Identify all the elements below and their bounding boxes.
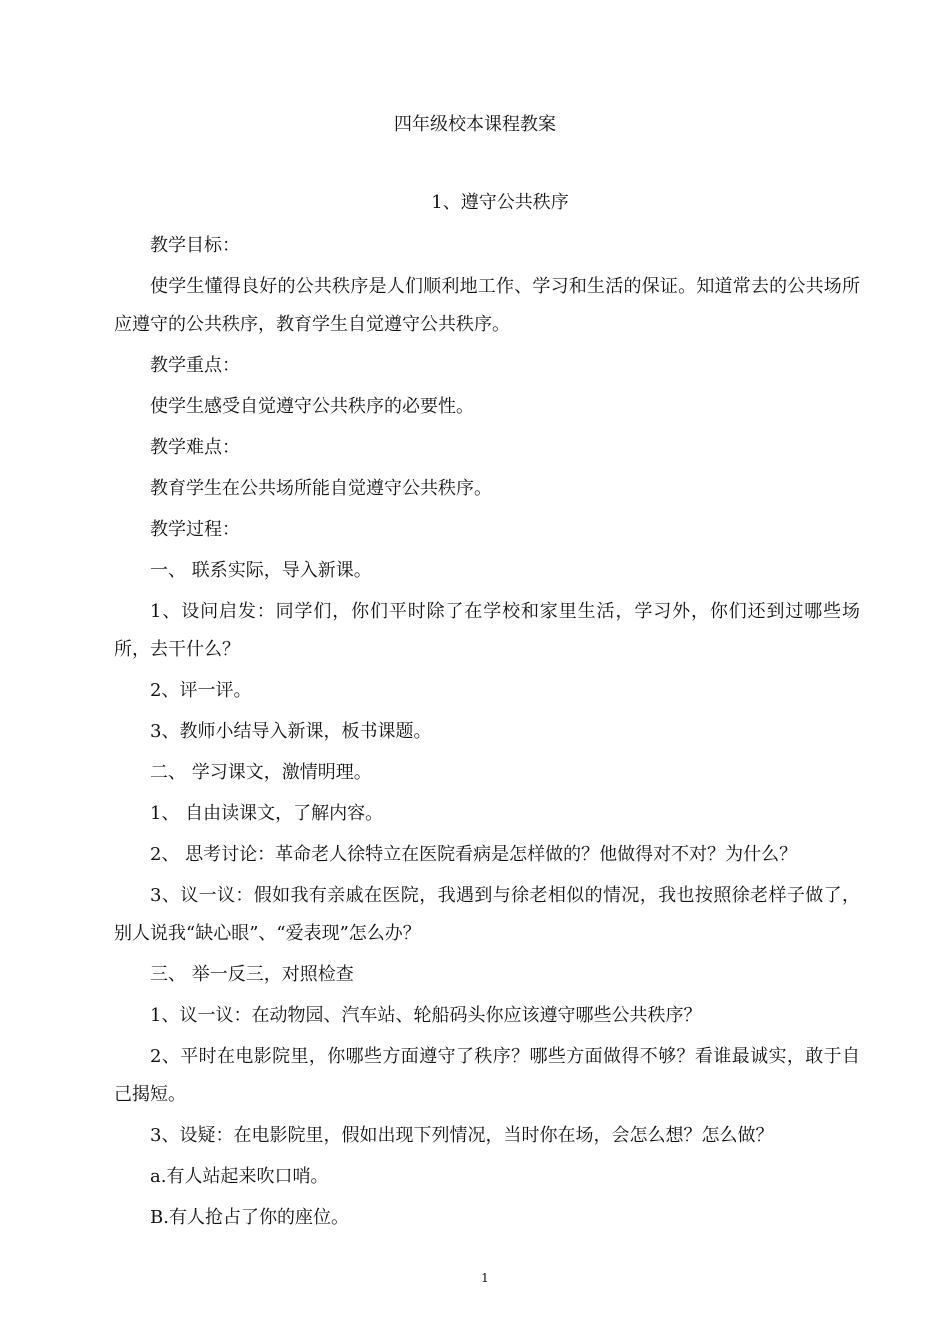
paragraph-key-points-heading: 教学重点：: [150, 355, 240, 376]
paragraph-section-one-item-2: 2、评一评。: [150, 680, 252, 701]
paragraph-section-three-item-2: 2、平时在电影院里，你哪些方面遵守了秩序？哪些方面做得不够？看谁最诚实，敢于自己揭短。: [114, 1046, 860, 1105]
paragraph-teaching-goals-heading: 教学目标：: [150, 235, 240, 256]
paragraph-section-three-item-3: 3、设疑：在电影院里，假如出现下列情况，当时你在场，会怎么想？怎么做？: [150, 1125, 774, 1146]
paragraph-key-points: 使学生感受自觉遵守公共秩序的必要性。: [150, 396, 474, 417]
lesson-body: [114, 227, 860, 1240]
lesson-title: 1、遵守公共秩序: [431, 192, 569, 213]
paragraph-difficult-points-heading: 教学难点：: [150, 437, 240, 458]
paragraph-option-b: B.有人抢占了你的座位。: [150, 1207, 349, 1228]
paragraph-section-one-item-1: 1、设问启发：同学们，你们平时除了在学校和家里生活，学习外，你们还到过哪些场所，去干什么？: [114, 601, 860, 660]
paragraph-section-one-item-3: 3、教师小结导入新课，板书课题。: [150, 721, 432, 742]
paragraph-process-heading: 教学过程：: [150, 519, 240, 540]
paragraph-teaching-goals: 使学生懂得良好的公共秩序是人们顺利地工作、学习和生活的保证。知道常去的公共场所应遵守的公共秩序，教育学生自觉遵守公共秩序。: [114, 276, 860, 335]
paragraph-section-one: 一、 联系实际，导入新课。: [150, 560, 372, 581]
paragraph-section-two-item-3: 3、议一议：假如我有亲戚在医院，我遇到与徐老相似的情况，我也按照徐老样子做了，别人说我“缺心眼”、“爱表现”怎么办？: [114, 885, 860, 944]
paragraph-option-a: a.有人站起来吹口哨。: [150, 1166, 329, 1187]
document-title: 四年级校本课程教案: [394, 114, 556, 135]
paragraph-section-two: 二、 学习课文，激情明理。: [150, 762, 372, 783]
paragraph-section-two-item-1: 1、 自由读课文，了解内容。: [150, 803, 384, 824]
page-number: 1: [481, 1271, 489, 1285]
paragraph-section-two-item-2: 2、 思考讨论：革命老人徐特立在医院看病是怎样做的？他做得对不对？为什么？: [150, 844, 798, 865]
paragraph-section-three: 三、 举一反三，对照检查: [150, 964, 354, 985]
paragraph-difficult-points: 教育学生在公共场所能自觉遵守公共秩序。: [150, 478, 492, 499]
paragraph-section-three-item-1: 1、议一议：在动物园、汽车站、轮船码头你应该遵守哪些公共秩序？: [150, 1005, 702, 1026]
